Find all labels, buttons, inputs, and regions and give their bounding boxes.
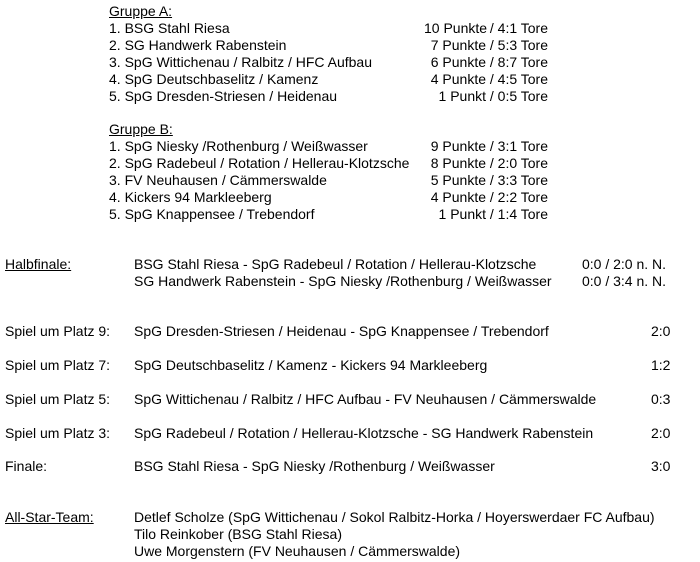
placement-result: 2:0 [651, 323, 671, 339]
goals: / 3:3 Tore [489, 172, 549, 188]
placement-label: Spiel um Platz 5: [5, 391, 111, 407]
halbfinale-result: 0:0 / 3:4 n. N. [582, 273, 667, 289]
group-b-result [424, 189, 548, 206]
goals: / 1:4 Tore [489, 206, 549, 222]
goals: / 2:0 Tore [489, 155, 549, 171]
placement-result: 0:3 [651, 391, 671, 407]
group-a-result [424, 54, 548, 71]
points: 1 Punkt [438, 206, 486, 222]
halbfinale-result: 0:0 / 2:0 n. N. [582, 256, 667, 272]
group-a-team: 4. SpG Deutschbaselitz / Kamenz [109, 71, 319, 87]
final-label: Finale: [5, 458, 48, 474]
group-b-title: Gruppe B: [109, 121, 173, 137]
group-b-team: 4. Kickers 94 Markleeberg [109, 189, 272, 205]
group-a-result [424, 71, 548, 88]
placement-label: Spiel um Platz 9: [5, 323, 111, 339]
points: 1 Punkt [438, 88, 486, 104]
group-a-team: 1. BSG Stahl Riesa [109, 20, 230, 36]
group-b-result [424, 155, 548, 172]
halbfinale-match: BSG Stahl Riesa - SpG Radebeul / Rotation / Hellerau-Klotzsche [134, 256, 537, 272]
placement-label: Spiel um Platz 3: [5, 425, 111, 441]
goals: / 0:5 Tore [489, 88, 549, 104]
placement-result: 1:2 [651, 357, 671, 373]
placement-match: SpG Deutschbaselitz / Kamenz - Kickers 94 Markleeberg [134, 357, 488, 373]
final-result: 3:0 [651, 458, 671, 474]
goals: / 5:3 Tore [489, 37, 549, 53]
all-star-player: Detlef Scholze (SpG Wittichenau / Sokol Ralbitz-Horka / Hoyerswerdaer FC Aufbau) [134, 509, 655, 525]
goals: / 8:7 Tore [489, 54, 549, 70]
all-star-player: Tilo Reinkober (BSG Stahl Riesa) [134, 526, 343, 542]
placement-match: SpG Wittichenau / Ralbitz / HFC Aufbau - FV Neuhausen / Cämmerswalde [134, 391, 597, 407]
points: 8 Punkte [430, 155, 486, 171]
goals: / 4:1 Tore [489, 20, 549, 36]
placement-label: Spiel um Platz 7: [5, 357, 111, 373]
points: 10 Punkte [424, 20, 488, 36]
group-a-team: 2. SG Handwerk Rabenstein [109, 37, 287, 53]
all-star-label: All-Star-Team: [5, 509, 94, 525]
group-a-team: 5. SpG Dresden-Striesen / Heidenau [109, 88, 338, 104]
all-star-player: Uwe Morgenstern (FV Neuhausen / Cämmerswalde) [134, 543, 461, 559]
group-b-team: 3. FV Neuhausen / Cämmerswalde [109, 172, 327, 188]
placement-result: 2:0 [651, 425, 671, 441]
group-a-result [424, 20, 548, 37]
points: 4 Punkte [430, 71, 486, 87]
group-a-result [424, 37, 548, 54]
halbfinale-label: Halbfinale: [5, 256, 72, 272]
group-b-team: 5. SpG Knappensee / Trebendorf [109, 206, 315, 222]
points: 4 Punkte [430, 189, 486, 205]
points: 7 Punkte [430, 37, 486, 53]
placement-match: SpG Dresden-Striesen / Heidenau - SpG Knappensee / Trebendorf [134, 323, 549, 339]
points: 6 Punkte [430, 54, 486, 70]
group-a-title: Gruppe A: [109, 3, 173, 19]
placement-match: SpG Radebeul / Rotation / Hellerau-Klotzsche - SG Handwerk Rabenstein [134, 425, 594, 441]
halbfinale-match: SG Handwerk Rabenstein - SpG Niesky /Rothenburg / Weißwasser [134, 273, 552, 289]
goals: / 4:5 Tore [489, 71, 549, 87]
group-b-result [424, 138, 548, 155]
group-b-team: 2. SpG Radebeul / Rotation / Hellerau-Klotzsche [109, 155, 410, 171]
goals: / 3:1 Tore [489, 138, 549, 154]
points: 9 Punkte [430, 138, 486, 154]
group-b-result [424, 206, 548, 223]
points: 5 Punkte [430, 172, 486, 188]
group-b-result [424, 172, 548, 189]
group-b-team: 1. SpG Niesky /Rothenburg / Weißwasser [109, 138, 368, 154]
goals: / 2:2 Tore [489, 189, 549, 205]
final-match: BSG Stahl Riesa - SpG Niesky /Rothenburg / Weißwasser [134, 458, 495, 474]
group-a-team: 3. SpG Wittichenau / Ralbitz / HFC Aufbau [109, 54, 373, 70]
group-a-result [424, 88, 548, 105]
